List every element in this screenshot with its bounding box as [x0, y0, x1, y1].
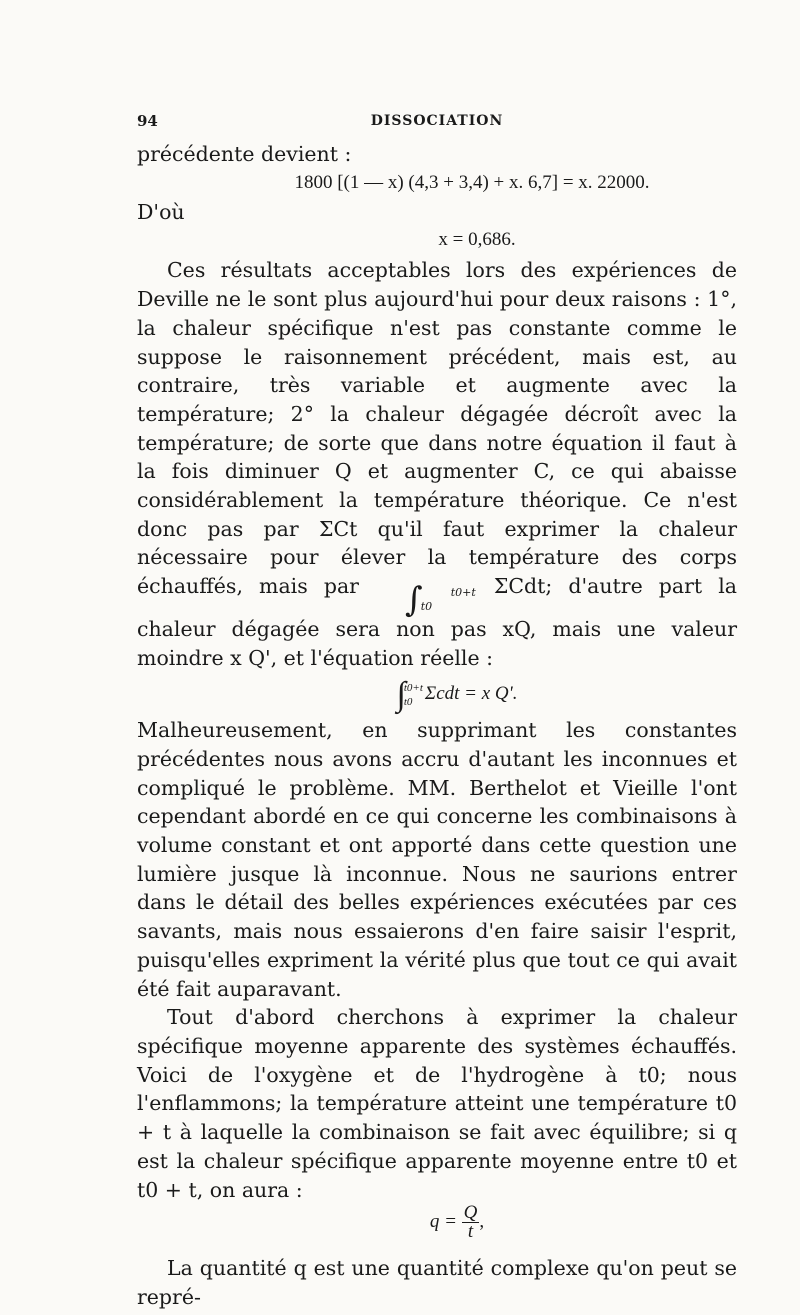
equation-3-body: Σcdt = x Q'. — [424, 683, 518, 705]
equation-2: x = 0,686. — [438, 229, 516, 251]
integral-limits — [421, 586, 476, 614]
equation-4-tail: , — [479, 1211, 485, 1233]
line-intro: précédente devient : — [137, 142, 352, 166]
equation-3 — [137, 672, 737, 716]
integral-lower-limit: t0 — [403, 695, 413, 708]
equation-4-left: q = — [429, 1211, 457, 1233]
line-dou: D'où — [137, 199, 185, 224]
fraction-denominator: t — [467, 1221, 474, 1243]
page-number: 94 — [137, 112, 158, 130]
inline-integral — [375, 580, 478, 621]
paragraph-3: Tout d'abord cherchons à exprimer la chaleur spécifique moyenne apparente des systèmes échauffés. Voici de l'oxygène et de l'hydrogène à t0; nous l'enflammons; la température atteint une température t0 + t à laquelle la combinaison se fait avec équilibre; si q est la chaleur spécifique apparente moyenne entre t0 et t0 + t, on aura : — [137, 1005, 737, 1202]
paragraph-1-text-a: Ces résultats acceptables lors des expériences de Deville ne le sont plus aujourd'hui pour deux raisons : 1°, la chaleur spécifique n'est pas constante comme le suppose le raisonnement précédent, mais est, au contraire, très variable et augmente avec la température; 2° la chaleur dégagée décroît avec la température; de sorte que dans notre équation il faut à la fois diminuer Q et augmenter C, ce qui abaisse considérablement la température théorique. Ce n'est donc pas par ΣCt qu'il faut exprimer la chaleur nécessaire pour élever la température des corps échauffés, mais par — [137, 258, 737, 599]
paragraph-1 — [137, 256, 737, 672]
integral-sign: ∫ — [396, 676, 406, 714]
page-body — [137, 140, 737, 1312]
fraction-numerator: Q — [463, 1202, 478, 1224]
page-header — [137, 112, 737, 136]
fraction — [462, 1204, 480, 1241]
equation-4 — [137, 1204, 737, 1254]
paragraph-1-text-b: ΣCdt; d'autre part la chaleur dégagée sera non pas xQ, mais une valeur moindre x Q', et l'équation réelle : — [137, 574, 737, 670]
paragraph-2: Malheureusement, en supprimant les constantes précédentes nous avons accru d'autant les inconnues et compliqué le problème. MM. Berthelot et Vieille l'ont cependant abordé en ce qui concerne les combinaisons à volume constant et ont apporté dans cette question une lumière jusque là inconnue. Nous ne saurions entrer dans le détail des belles expériences exécutées par ces savants, mais nous essaierons d'en faire saisir l'esprit, puisqu'elles expriment la vérité plus que tout ce qui avait été fait auparavant. — [137, 718, 737, 1001]
integral-sign: ∫ — [405, 580, 423, 621]
integral-limits — [404, 681, 423, 709]
running-head: DISSOCIATION — [370, 113, 504, 129]
integral-upper-limit: t0+t — [403, 681, 423, 694]
equation-1: 1800 [(1 — x) (4,3 + 3,4) + x. 6,7] = x. 22000. — [294, 171, 650, 193]
integral-lower-limit: t0 — [420, 599, 433, 613]
paragraph-4: La quantité q est une quantité complexe qu'on peut se repré- — [137, 1256, 737, 1309]
integral-upper-limit: t0+t — [450, 585, 476, 599]
